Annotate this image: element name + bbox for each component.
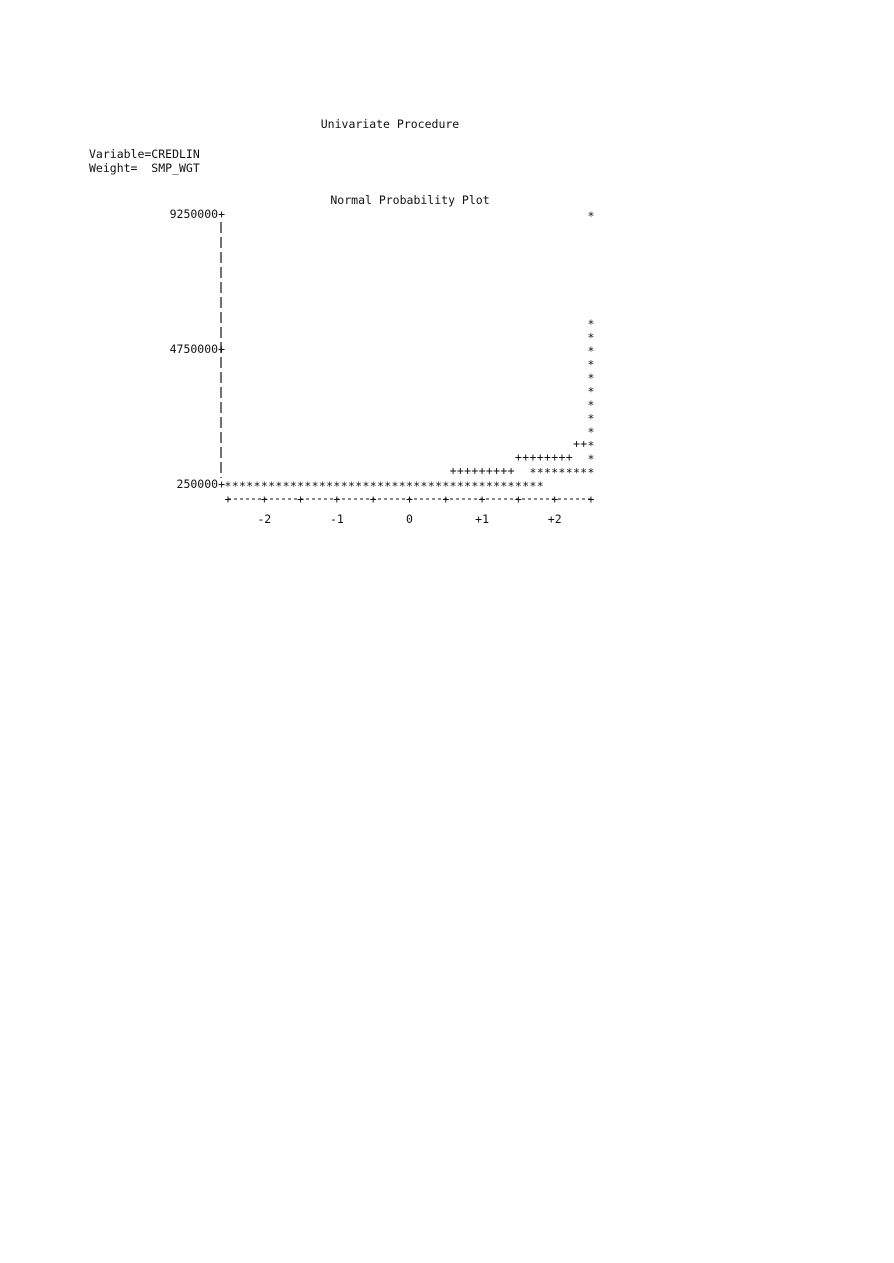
observed-point: *	[289, 479, 297, 493]
reference-point: +	[543, 450, 551, 464]
x-axis-tick-mark: +	[333, 492, 341, 506]
observed-point: *	[529, 465, 537, 480]
reference-point: +	[529, 450, 537, 464]
observed-point: *	[406, 479, 413, 493]
observed-point: *	[471, 479, 479, 493]
observed-point: *	[587, 330, 595, 345]
reference-point: +	[565, 450, 573, 464]
plot-title: Normal Probability Plot	[330, 193, 490, 207]
observed-point: *	[500, 479, 508, 493]
observed-point: *	[587, 398, 595, 412]
y-tick-label: 250000+	[176, 477, 225, 491]
reference-point: +	[478, 463, 486, 478]
observed-point: *	[536, 479, 544, 493]
observed-point: *	[478, 479, 486, 493]
observed-point: *	[587, 438, 595, 453]
reference-point: +	[456, 463, 464, 478]
observed-point: *	[246, 479, 254, 493]
x-tick-label: 0	[406, 512, 413, 526]
observed-point: *	[355, 479, 363, 493]
observed-point: *	[587, 317, 595, 331]
observed-point: *	[369, 479, 377, 493]
observed-point: *	[529, 479, 537, 493]
observed-point: *	[318, 479, 326, 493]
observed-point: *	[297, 479, 305, 493]
procedure-title: Univariate Procedure	[320, 117, 460, 131]
reference-point: +	[507, 463, 515, 478]
reference-point: +	[514, 450, 522, 464]
x-axis-tick-mark: +	[514, 492, 522, 506]
reference-point: +	[580, 436, 588, 451]
observed-point: *	[398, 479, 406, 493]
observed-point: *	[536, 465, 544, 480]
x-axis-tick-mark: +	[587, 492, 595, 506]
x-axis-tick-mark: +	[224, 492, 232, 506]
observed-point: *	[573, 465, 580, 480]
observed-point: *	[565, 465, 573, 480]
observed-point: *	[543, 465, 551, 480]
y-tick-label: 9250000+	[169, 207, 225, 221]
observed-point: *	[340, 479, 348, 493]
observed-point: *	[239, 479, 246, 493]
x-axis-tick-mark: +	[297, 492, 305, 506]
x-axis-tick-mark: +	[551, 492, 559, 506]
observed-point: *	[507, 479, 515, 493]
observed-point: *	[587, 452, 595, 466]
weight-label: Weight= SMP_WGT	[89, 161, 200, 175]
reference-point: +	[522, 450, 530, 464]
observed-point: *	[587, 465, 595, 480]
reference-point: +	[464, 463, 472, 478]
observed-point: *	[456, 479, 464, 493]
observed-point: *	[493, 479, 501, 493]
observed-point: *	[485, 479, 493, 493]
observed-point: *	[587, 344, 595, 358]
observed-point: *	[413, 479, 421, 493]
observed-point: *	[384, 479, 392, 493]
observed-point: *	[282, 479, 290, 493]
observed-point: *	[442, 479, 450, 493]
observed-point: *	[587, 411, 595, 426]
x-tick-label: -2	[257, 512, 272, 526]
observed-point: *	[522, 479, 530, 493]
normal-probability-plot	[0, 0, 894, 560]
observed-point: *	[326, 479, 334, 493]
reference-point: +	[449, 463, 457, 478]
x-axis-tick-mark: +	[260, 492, 268, 506]
reference-point: +	[558, 450, 566, 464]
reference-point: +	[573, 436, 580, 451]
observed-point: *	[224, 479, 232, 493]
y-tick-label: 4750000+	[169, 342, 225, 356]
observed-point: *	[587, 371, 595, 385]
observed-point: *	[558, 465, 566, 480]
observed-point: *	[580, 465, 588, 480]
reference-point: +	[500, 463, 508, 478]
x-axis-tick-mark: +	[369, 492, 377, 506]
observed-point: *	[275, 479, 283, 493]
observed-point: *	[587, 357, 595, 372]
x-axis-tick-mark: +	[478, 492, 486, 506]
observed-point: *	[587, 384, 595, 399]
x-tick-label: +2	[547, 512, 562, 526]
observed-point: *	[449, 479, 457, 493]
observed-point: *	[514, 479, 522, 493]
reference-point: +	[493, 463, 501, 478]
x-axis-tick-mark: +	[442, 492, 450, 506]
observed-point: *	[347, 479, 355, 493]
observed-point: *	[304, 479, 312, 493]
x-tick-label: +1	[475, 512, 490, 526]
observed-point: *	[427, 479, 435, 493]
x-axis-tick-mark: +	[406, 492, 413, 506]
observed-point: *	[587, 209, 595, 223]
variable-label: Variable=CREDLIN	[89, 147, 200, 161]
reference-point: +	[551, 450, 559, 464]
observed-point: *	[376, 479, 384, 493]
observed-point: *	[464, 479, 472, 493]
observed-point: *	[311, 479, 319, 493]
reference-point: +	[471, 463, 479, 478]
observed-point: *	[231, 479, 239, 493]
reference-point: +	[485, 463, 493, 478]
x-tick-label: -1	[329, 512, 344, 526]
observed-point: *	[260, 479, 268, 493]
observed-point: *	[551, 465, 559, 480]
observed-point: *	[391, 479, 399, 493]
observed-point: *	[268, 479, 276, 493]
observed-point: *	[362, 479, 370, 493]
observed-point: *	[420, 479, 428, 493]
observed-point: *	[435, 479, 443, 493]
observed-point: *	[587, 425, 595, 439]
observed-point: *	[253, 479, 261, 493]
observed-point: *	[333, 479, 341, 493]
reference-point: +	[536, 450, 544, 464]
